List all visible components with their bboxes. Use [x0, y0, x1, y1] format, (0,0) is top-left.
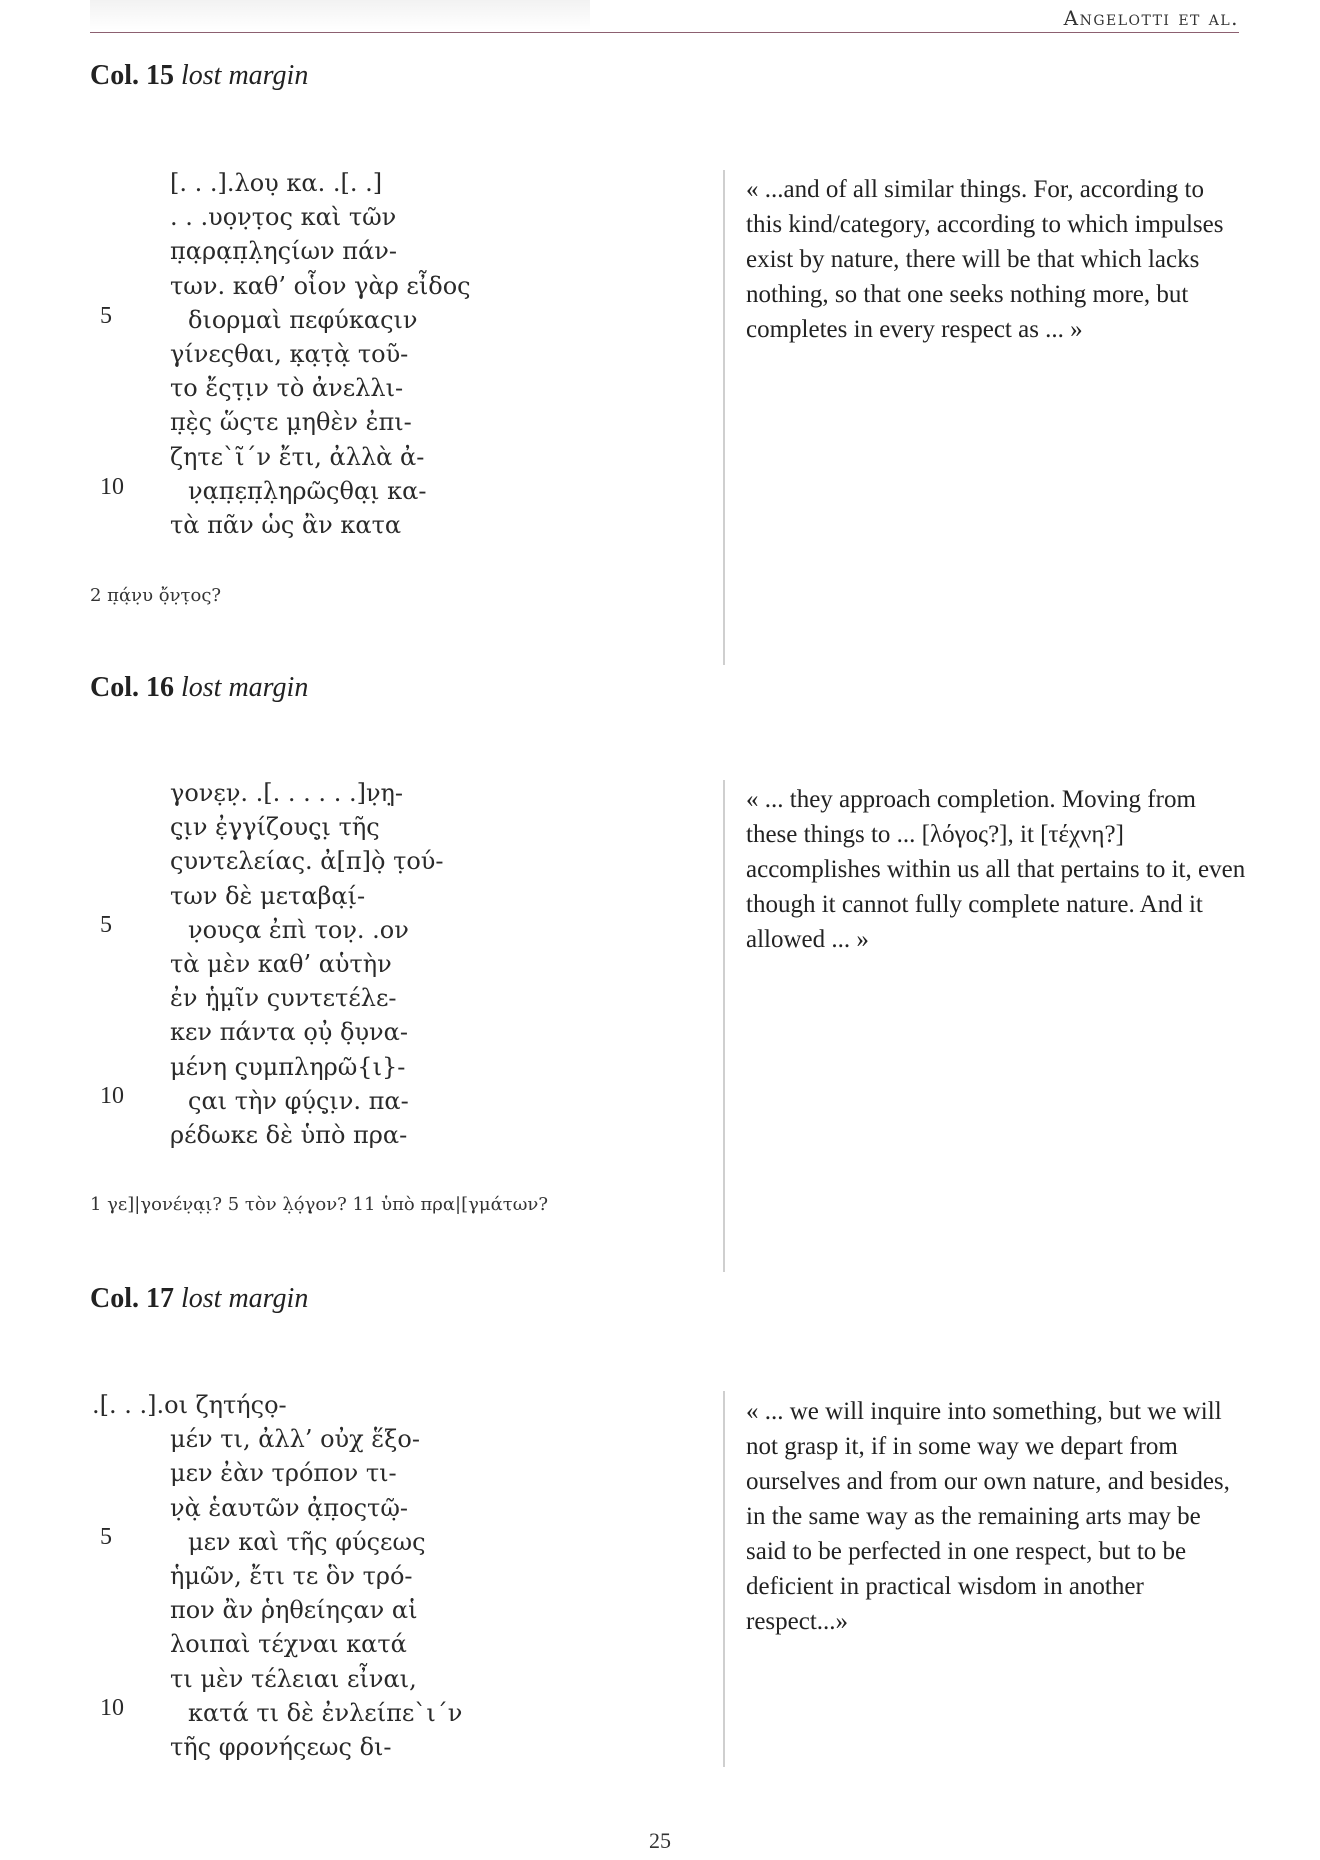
- greek-line: ςυντελείας. ἀ[π]ὸ̣ τ̣ού-: [170, 847, 444, 876]
- column-divider: [723, 170, 725, 665]
- greek-line: μεν ἐὰν τρόπον τι-: [170, 1459, 397, 1488]
- line-number: 10: [100, 1083, 124, 1109]
- column-label: Col. 17: [90, 1283, 174, 1314]
- greek-line: ἡμῶν, ἔτι τε ὃν τρό-: [170, 1561, 413, 1590]
- greek-line: λοιπαὶ τέχναι κατά: [170, 1630, 407, 1659]
- greek-line: πον ἂν ῥηθείηςαν αἱ: [170, 1596, 418, 1625]
- translation-text: « ... they approach completion. Moving from these things to ... [λόγος?], it [τέχνη?] accomplishes within us all that pertains to it, even though it cannot fully complete nature. And it allowed ... »: [746, 786, 1246, 953]
- greek-line: των δὲ μεταβα̣ί̣-: [170, 881, 366, 910]
- running-head: Angelotti et al.: [1063, 6, 1239, 30]
- column-title: [90, 60, 308, 92]
- greek-line: .[. . .].οι ζητήςο̣-: [92, 1391, 287, 1419]
- greek-line: διορμαὶ πεφύκαςιν: [188, 305, 418, 334]
- greek-line: τι μὲν τέλειαι εἶναι,: [170, 1664, 417, 1693]
- page-header: [90, 4, 1239, 33]
- column-title: [90, 672, 308, 704]
- apparatus-note: 2 π̣ά̣ν̣υ ὄ̣ν̣τ̣ος?: [90, 585, 222, 606]
- column-label: Col. 15: [90, 60, 174, 91]
- margin-note: lost margin: [181, 1283, 309, 1314]
- column-label: Col. 16: [90, 672, 174, 703]
- greek-line: τὰ μὲν καθ’ αὑτὴν: [170, 949, 392, 978]
- greek-line: γίνεςθαι, κ̣α̣τ̣ὰ̣ τοῦ-: [170, 339, 409, 368]
- line-number: 5: [100, 303, 112, 329]
- apparatus-note: 1 γε]|γονέν̣α̣ι̣? 5 τὸν λ̣ό̣γ̣ον? 11 ὑπὸ πρα|[γμάτων?: [90, 1194, 548, 1215]
- translation-text: « ... we will inquire into something, but we will not grasp it, if in some way we depart from ourselves and from our own nature, and besides, in the same way as the remaining arts may be said to be perfected in one respect, but to be deficient in practical wisdom in another respect...»: [746, 1398, 1230, 1635]
- greek-line: . . .υο̣ν̣τ̣ος καὶ τῶν: [170, 203, 397, 232]
- greek-line: γονε̣ν̣. .[. . . . . .]ν̣η̣-: [170, 779, 404, 807]
- greek-text: [170, 776, 444, 1152]
- translation-text: « ...and of all similar things. For, according to this kind/category, according to which impulses exist by nature, there will be that which lacks nothing, so that one seeks nothing more, but completes in every respect as ... »: [746, 176, 1224, 343]
- greek-line: μένη ς̣υμπληρῶ{ι}-: [170, 1052, 406, 1081]
- margin-note: lost margin: [181, 60, 309, 91]
- line-number: 5: [100, 912, 112, 938]
- greek-line: κεν πάντα ο̣ὐ̣ δ̣υ̣να-: [170, 1018, 408, 1047]
- greek-line: π̣ὲ̣ς ὥςτε μ̣ηθὲν ἐπι-: [170, 408, 412, 437]
- greek-line: ν̣α̣π̣ε̣π̣λ̣ηρῶςθα̣ι̣ κα-: [188, 476, 427, 505]
- margin-note: lost margin: [181, 672, 309, 703]
- greek-line: μεν καὶ τῆς φύςεως: [188, 1527, 426, 1556]
- greek-line: ς̣ι̣ν ἐ̣γ̣γίζους̣ι̣ τῆς: [170, 813, 380, 842]
- column-divider: [723, 780, 725, 1272]
- greek-line: κατά τι δὲ ἐνλείπε`ι´ν: [188, 1698, 463, 1727]
- greek-line: το ἔςτ̣ι̣ν τὸ ἀνελλι-: [170, 374, 404, 403]
- greek-line: ςαι τὴν φ̣ύ̣ς̣ι̣ν. πα-: [188, 1086, 409, 1115]
- line-number: 5: [100, 1524, 112, 1550]
- greek-line: τὰ πᾶν ὡς ἂν κατα: [170, 510, 402, 539]
- greek-line: τῆς φρονήςεως δι-: [170, 1732, 392, 1761]
- greek-line: π̣α̣ρα̣π̣λ̣ηςίων πάν-: [170, 237, 397, 266]
- page-number: 25: [649, 1828, 671, 1853]
- greek-line: των. καθ’ οἷον γὰρ εἶδος: [170, 271, 471, 300]
- greek-line: ἐν ἡ̣μ̣ῖν ςυντετέλε-: [170, 984, 397, 1013]
- column-title: [90, 1283, 308, 1315]
- greek-line: ρέδωκε δὲ ὑπὸ πρα-: [170, 1120, 408, 1149]
- line-number: 10: [100, 474, 124, 500]
- greek-line: ν̣ουςα ἐπὶ τον̣. .ον: [188, 915, 409, 944]
- column-divider: [723, 1391, 725, 1767]
- line-number: 10: [100, 1695, 124, 1721]
- greek-line: μέν τι, ἀλλ’ οὐχ ἕξο-: [170, 1425, 420, 1454]
- greek-line: [. . .].λου̣ κα. .[. .]: [170, 169, 383, 197]
- greek-line: ζητε`ῖ´ν ἔτι, ἀλλὰ ἀ-: [170, 442, 425, 471]
- greek-line: ν̣ὰ̣ ἑαυτῶν ἀ̣π̣οςτῶ̣-: [170, 1493, 408, 1522]
- greek-text: [170, 166, 471, 542]
